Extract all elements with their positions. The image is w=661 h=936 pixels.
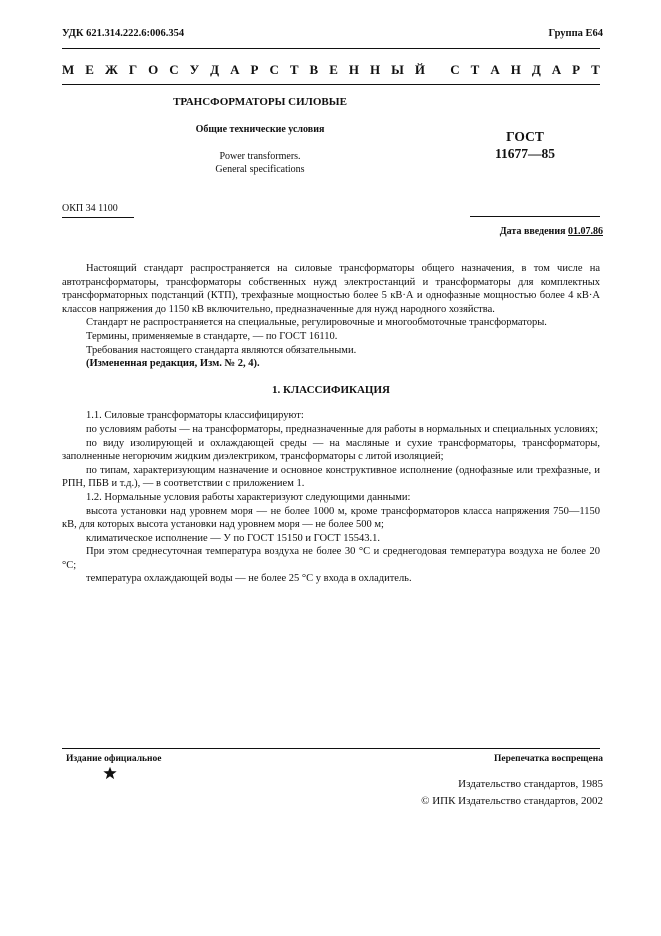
heading-letter: Ж bbox=[104, 62, 118, 77]
intro-date-value: 01.07.86 bbox=[568, 226, 603, 237]
heading-letter: Р bbox=[572, 62, 581, 77]
clause-1-1: 1.1. Силовые трансформаторы классифицируют: bbox=[86, 410, 304, 422]
okp-rule bbox=[62, 217, 134, 218]
heading-letter: Д bbox=[531, 62, 541, 77]
heading-letter: Ы bbox=[391, 62, 404, 77]
clause-1-2-altitude: высота установки над уровнем моря — не более 1000 м, кроме трансформаторов класса напряжения 750—1150 кВ, для которых высота установки над уровнем моря — не более 500 м; bbox=[62, 505, 600, 531]
standard-type-heading bbox=[62, 62, 600, 78]
heading-letter: М bbox=[62, 62, 75, 77]
heading-letter: Т bbox=[591, 62, 600, 77]
publisher-2002: © ИПК Издательство стандартов, 2002 bbox=[421, 795, 603, 807]
star-icon bbox=[103, 766, 117, 780]
publisher-1985: Издательство стандартов, 1985 bbox=[458, 778, 603, 790]
heading-letter: Р bbox=[250, 62, 259, 77]
heading-letter: Г bbox=[128, 62, 138, 77]
heading-letter: А bbox=[230, 62, 240, 77]
gost-label: ГОСТ bbox=[506, 129, 544, 144]
clause-1-1-types: по типам, характеризующим назначение и основное конструктивное исполнение (однофазные или трехфазные, и РПН, ПБВ и т.д.), — в соответствии с приложением 1. bbox=[62, 464, 600, 490]
heading-rule bbox=[62, 84, 600, 85]
gost-designation bbox=[470, 128, 580, 162]
intro-date-label: Дата введения bbox=[499, 226, 568, 237]
clause-1-1-medium: по виду изолирующей и охлаждающей среды — на масляные и сухие трансформаторы, трансформаторы, заполненные негорючим жидким диэлектриком, трансформаторы с литой изоляцией; bbox=[62, 437, 600, 463]
heading-letter: Й bbox=[414, 62, 425, 77]
heading-letter: С bbox=[269, 62, 279, 77]
english-title-line2: General specifications bbox=[215, 164, 305, 175]
top-rule bbox=[62, 48, 600, 49]
clause-1-2-climate: климатическое исполнение — У по ГОСТ 15150 и ГОСТ 15543.1. bbox=[86, 532, 380, 544]
heading-letter bbox=[436, 62, 439, 78]
heading-letter: С bbox=[169, 62, 179, 77]
okp-code: ОКП 34 1100 bbox=[62, 203, 118, 214]
heading-letter: Н bbox=[510, 62, 521, 77]
heading-letter: Т bbox=[470, 62, 480, 77]
heading-letter: Н bbox=[348, 62, 359, 77]
heading-letter: Е bbox=[85, 62, 94, 77]
heading-letter: Е bbox=[329, 62, 338, 77]
clause-1-1-conditions: по условиям работы — на трансформаторы, предназначенные для работы в нормальных и специальных условиях; bbox=[86, 423, 599, 435]
paragraph-scope: Настоящий стандарт распространяется на силовые трансформаторы общего назначения, в том числе на автотрансформаторы, трансформаторы собственных нужд электростанций и трансформаторы для комплектных трансформаторных подстанций (КТП), трехфазные мощностью более 5 кВ·А и однофазные мощностью более 4 кВ·А классов напряжения до 1150 кВ включительно, предназначенные для нужд народного хозяйства. bbox=[62, 263, 600, 315]
clause-1-2-air-temp: При этом среднесуточная температура воздуха не более 30 °С и среднегодовая температура воздуха не более 20 °С; bbox=[62, 546, 600, 571]
heading-letter: Д bbox=[210, 62, 220, 77]
heading-letter: Н bbox=[369, 62, 381, 77]
footer-rule bbox=[62, 748, 600, 749]
heading-letter: С bbox=[450, 62, 460, 77]
reprint-notice: Перепечатка воспрещена bbox=[493, 754, 603, 764]
date-rule bbox=[470, 216, 600, 217]
english-title bbox=[120, 150, 400, 176]
heading-letter: А bbox=[490, 62, 500, 77]
udk-code: УДК 621.314.222.6:006.354 bbox=[62, 28, 185, 39]
gost-number: 11677—85 bbox=[494, 146, 555, 161]
document-title: ТРАНСФОРМАТОРЫ СИЛОВЫЕ bbox=[173, 96, 347, 108]
english-title-line1: Power transformers. bbox=[219, 151, 301, 162]
section-heading-classification: 1. КЛАССИФИКАЦИЯ bbox=[272, 383, 390, 396]
group-code: Группа Е64 bbox=[548, 28, 603, 39]
heading-letter: О bbox=[148, 62, 159, 77]
intro-date bbox=[500, 226, 603, 237]
document-subtitle: Общие технические условия bbox=[195, 124, 325, 135]
paragraph-amendment: (Измененная редакция, Изм. № 2, 4). bbox=[86, 358, 260, 370]
paragraph-exclusions: Стандарт не распространяется на специальные, регулировочные и многообмоточные трансформаторы. bbox=[86, 317, 547, 329]
heading-letter: В bbox=[309, 62, 319, 77]
clause-1-2-water-temp: температура охлаждающей воды — не более 25 °С у входа в охладитель. bbox=[86, 573, 412, 585]
heading-letter: А bbox=[551, 62, 562, 77]
clause-1-2: 1.2. Нормальные условия работы характеризуют следующими данными: bbox=[86, 491, 411, 503]
paragraph-terms: Термины, применяемые в стандарте, — по ГОСТ 16110. bbox=[86, 330, 338, 342]
official-edition: Издание официальное bbox=[66, 754, 162, 764]
paragraph-mandatory: Требования настоящего стандарта являются обязательными. bbox=[86, 344, 357, 356]
document-body bbox=[62, 262, 600, 586]
heading-letter: Т bbox=[289, 62, 299, 77]
heading-letter: У bbox=[189, 62, 200, 77]
